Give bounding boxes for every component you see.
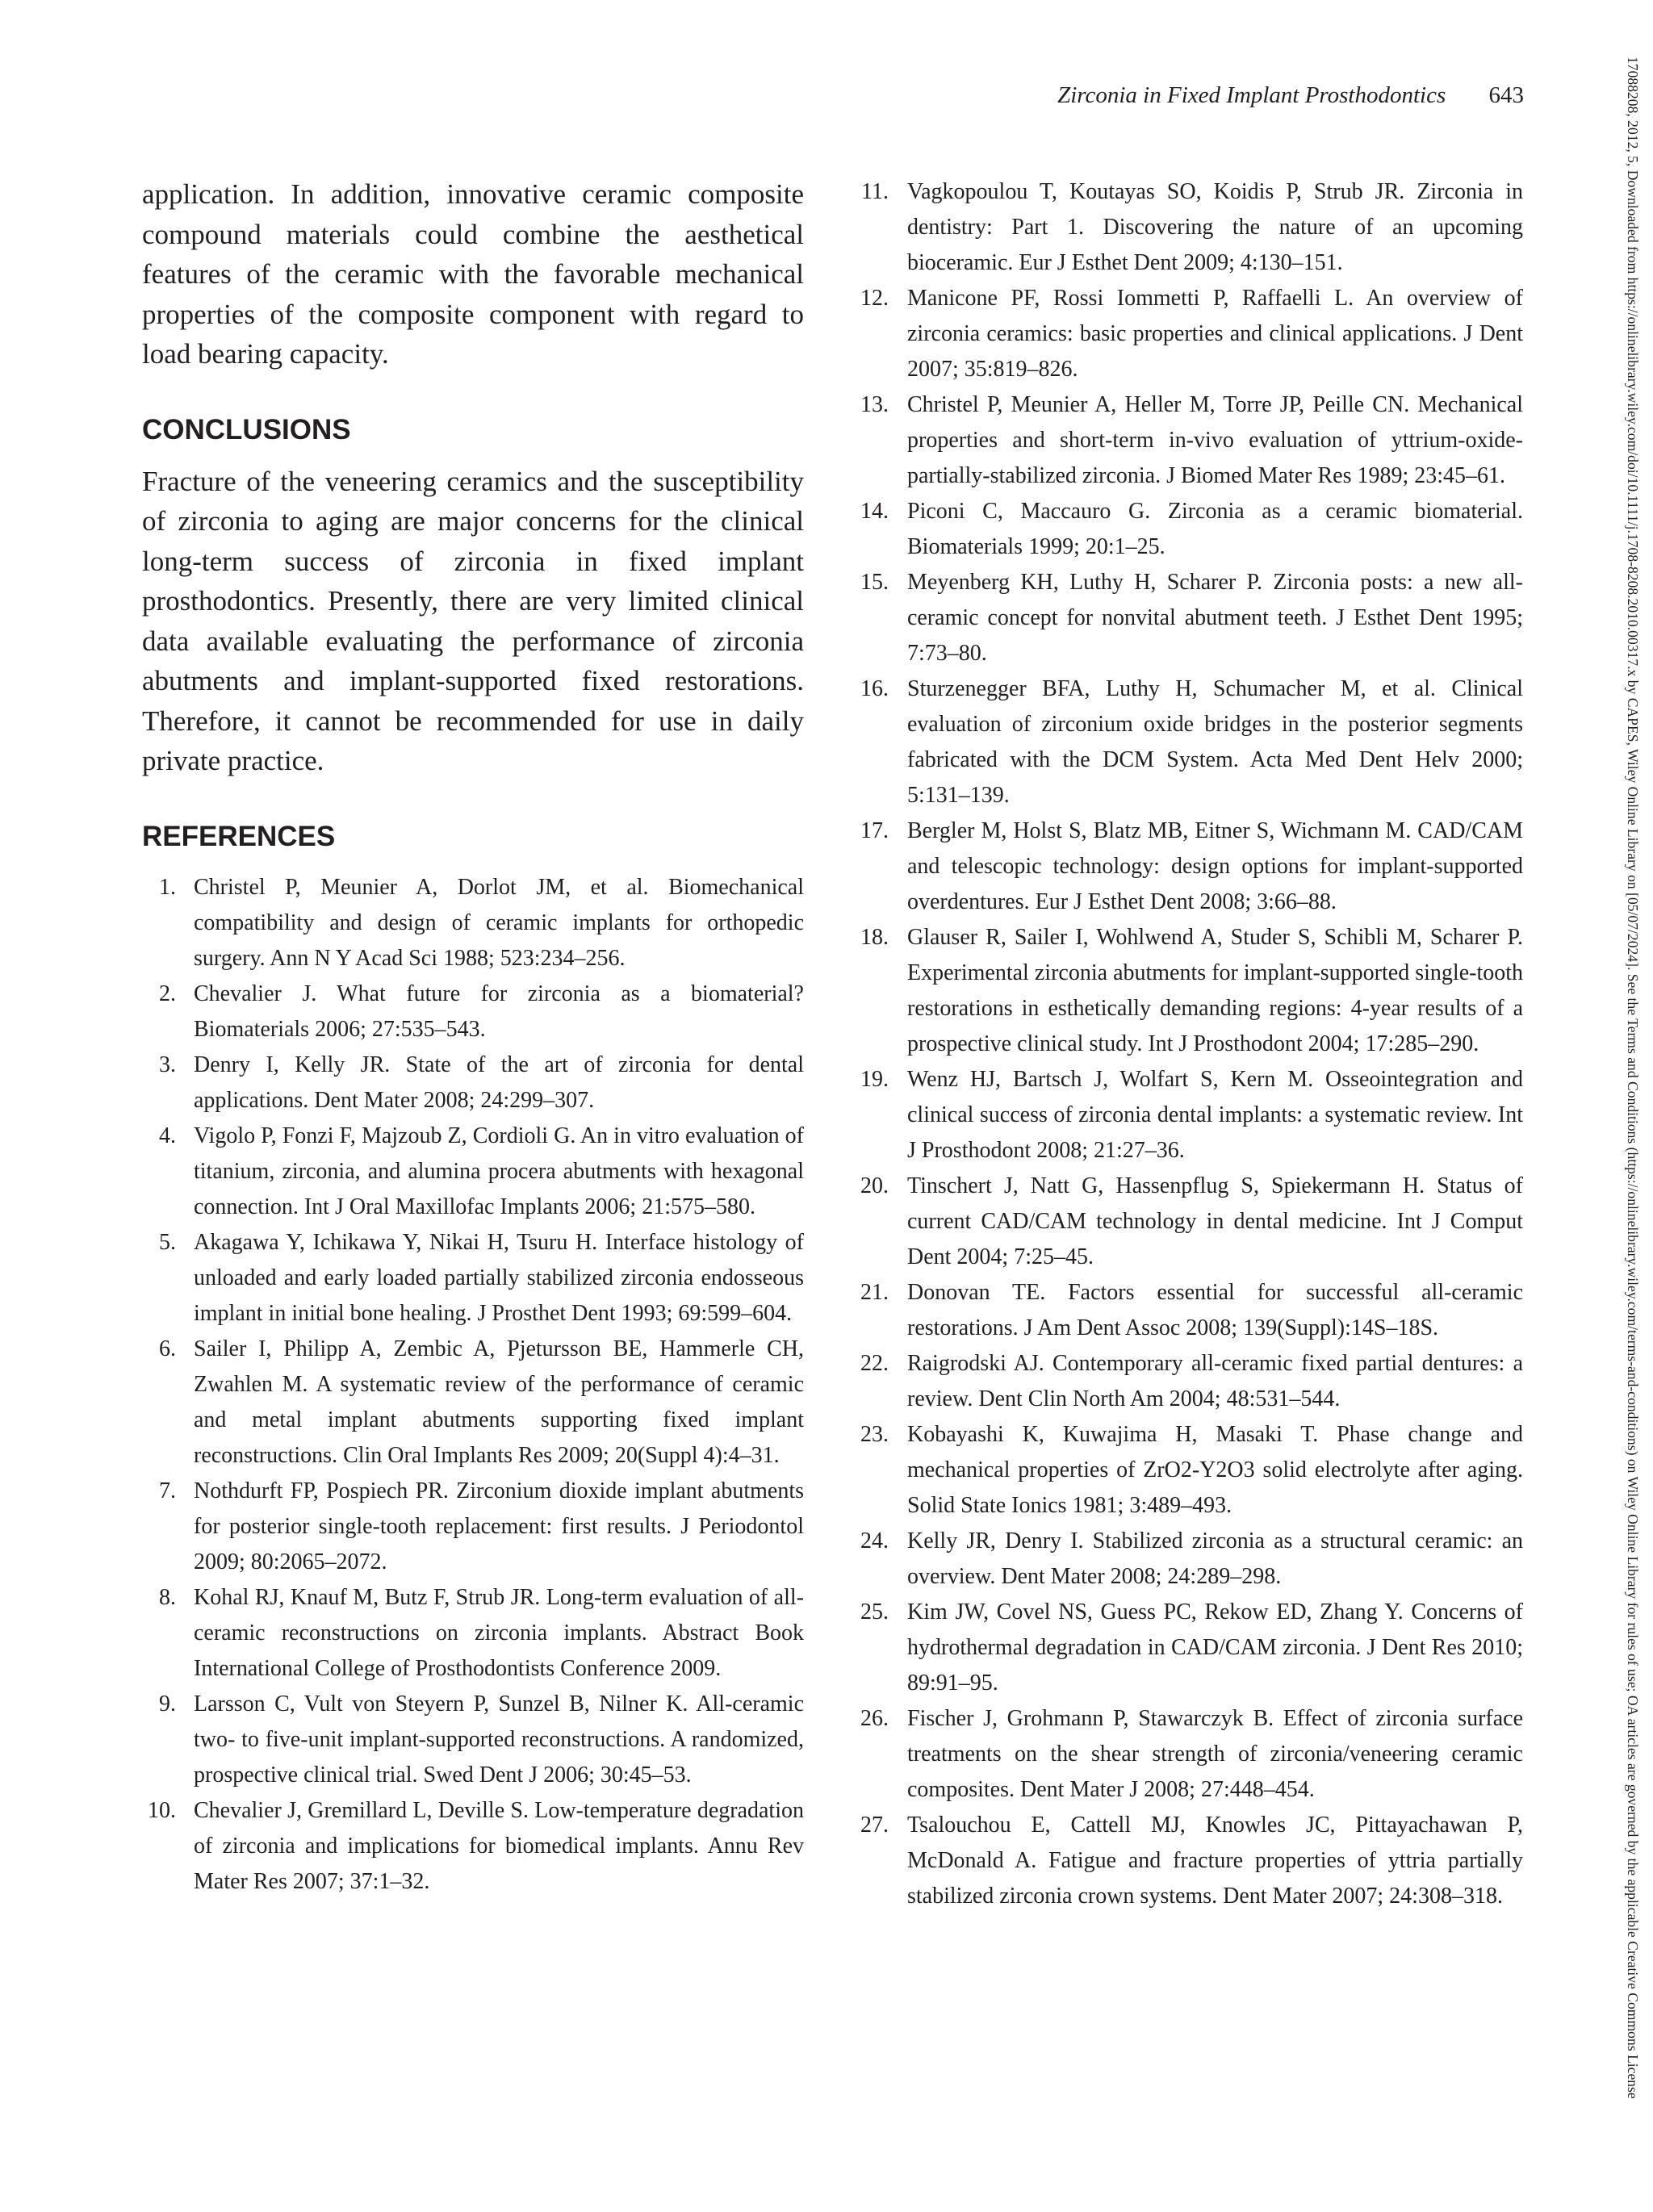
- reference-text: Manicone PF, Rossi Iommetti P, Raffaelli L. An overview of zirconia ceramics: basic properties and clinical applications. J Dent 2007; 35:819–826.: [907, 286, 1523, 382]
- reference-number: 14.: [860, 499, 889, 524]
- reference-item: [852, 387, 1523, 494]
- reference-item: [142, 976, 804, 1047]
- reference-number: 25.: [860, 1599, 889, 1625]
- reference-number: 4.: [159, 1123, 176, 1148]
- reference-text: Bergler M, Holst S, Blatz MB, Eitner S, Wichmann M. CAD/CAM and telescopic technology: design options for implant-supported overdentures. Eur J Esthet Dent 2008; 3:66–88.: [907, 818, 1523, 914]
- reference-text: Nothdurft FP, Pospiech PR. Zirconium dioxide implant abutments for posterior single-tooth replacement: first results. J Periodontol 2009; 80:2065–2072.: [194, 1478, 804, 1574]
- reference-text: Raigrodski AJ. Contemporary all-ceramic fixed partial dentures: a review. Dent Clin North Am 2004; 48:531–544.: [907, 1351, 1523, 1411]
- intro-paragraph: application. In addition, innovative ceramic composite compound materials could combine the aesthetical features of the ceramic with the favorable mechanical properties of the composite component with regard to load bearing capacity.: [142, 178, 804, 370]
- reference-item: [142, 1474, 804, 1580]
- reference-item: [142, 1687, 804, 1793]
- reference-text: Kobayashi K, Kuwajima H, Masaki T. Phase change and mechanical properties of ZrO2-Y2O3 solid electrolyte after aging. Solid State Ionics 1981; 3:489–493.: [907, 1422, 1523, 1518]
- reference-text: Larsson C, Vult von Steyern P, Sunzel B, Nilner K. All-ceramic two- to five-unit implant-supported reconstructions. A randomized, prospective clinical trial. Swed Dent J 2006; 30:45–53.: [194, 1691, 804, 1788]
- reference-item: [852, 1169, 1523, 1275]
- reference-number: 8.: [159, 1584, 176, 1610]
- reference-item: [142, 1580, 804, 1687]
- reference-number: 7.: [159, 1478, 176, 1503]
- reference-text: Tsalouchou E, Cattell MJ, Knowles JC, Pittayachawan P, McDonald A. Fatigue and fracture properties of yttria partially stabilized zirconia crown systems. Dent Mater 2007; 24:308–318.: [907, 1813, 1523, 1909]
- conclusions-paragraph: Fracture of the veneering ceramics and the susceptibility of zirconia to aging are major concerns for the clinical long-term success of zirconia in fixed implant prosthodontics. Presently, there are very limited clinical data available evaluating the performance of zirconia abutments and implant-supported fixed restorations. Therefore, it cannot be recommended for use in daily private practice.: [142, 465, 804, 776]
- reference-text: Fischer J, Grohmann P, Stawarczyk B. Effect of zirconia surface treatments on the shear strength of zirconia/veneering ceramic composites. Dent Mater J 2008; 27:448–454.: [907, 1706, 1523, 1802]
- reference-text: Christel P, Meunier A, Heller M, Torre JP, Peille CN. Mechanical properties and short-term in-vivo evaluation of yttrium-oxide-partially-stabilized zirconia. J Biomed Mater Res 1989; 23:45–61.: [907, 392, 1523, 488]
- reference-item: [852, 281, 1523, 387]
- reference-number: 11.: [861, 179, 889, 204]
- reference-text: Piconi C, Maccauro G. Zirconia as a ceramic biomaterial. Biomaterials 1999; 20:1–25.: [907, 499, 1523, 559]
- reference-item: [852, 671, 1523, 813]
- reference-number: 16.: [860, 676, 889, 701]
- reference-number: 5.: [159, 1229, 176, 1255]
- page-number: 643: [1488, 82, 1524, 108]
- reference-item: [142, 870, 804, 976]
- reference-item: [852, 1808, 1523, 1914]
- reference-item: [852, 1524, 1523, 1595]
- reference-text: Donovan TE. Factors essential for successful all-ceramic restorations. J Am Dent Assoc 2008; 139(Suppl):14S–18S.: [907, 1280, 1523, 1340]
- reference-text: Kohal RJ, Knauf M, Butz F, Strub JR. Long-term evaluation of all-ceramic reconstructions on zirconia implants. Abstract Book International College of Prosthodontists Conference 2009.: [194, 1584, 804, 1681]
- reference-item: [852, 1417, 1523, 1524]
- reference-number: 9.: [159, 1691, 176, 1716]
- reference-number: 26.: [860, 1706, 889, 1731]
- reference-text: Wenz HJ, Bartsch J, Wolfart S, Kern M. Osseointegration and clinical success of zirconia dental implants: a systematic review. Int J Prosthodont 2008; 21:27–36.: [907, 1067, 1523, 1163]
- reference-text: Meyenberg KH, Luthy H, Scharer P. Zirconia posts: a new all-ceramic concept for nonvital abutment teeth. J Esthet Dent 1995; 7:73–80.: [907, 570, 1523, 666]
- reference-number: 21.: [860, 1280, 889, 1305]
- conclusions-heading: CONCLUSIONS: [142, 413, 351, 445]
- reference-item: [852, 565, 1523, 671]
- reference-text: Vagkopoulou T, Koutayas SO, Koidis P, Strub JR. Zirconia in dentistry: Part 1. Discovering the nature of an upcoming bioceramic. Eur J Esthet Dent 2009; 4:130–151.: [907, 179, 1523, 275]
- reference-item: [852, 920, 1523, 1062]
- reference-text: Chevalier J, Gremillard L, Deville S. Low-temperature degradation of zirconia and implications for biomedical implants. Annu Rev Mater Res 2007; 37:1–32.: [194, 1797, 804, 1894]
- reference-text: Sturzenegger BFA, Luthy H, Schumacher M, et al. Clinical evaluation of zirconium oxide bridges in the posterior segments fabricated with the DCM System. Acta Med Dent Helv 2000; 5:131–139.: [907, 676, 1523, 808]
- reference-number: 3.: [159, 1052, 176, 1077]
- references-heading: REFERENCES: [142, 820, 336, 852]
- reference-number: 27.: [860, 1813, 889, 1838]
- reference-number: 6.: [159, 1336, 176, 1361]
- reference-item: [142, 1047, 804, 1119]
- reference-text: Sailer I, Philipp A, Zembic A, Pjetursson BE, Hammerle CH, Zwahlen M. A systematic review of the performance of ceramic and metal implant abutments supporting fixed implant reconstructions. Clin Oral Implants Res 2009; 20(Suppl 4):4–31.: [194, 1336, 804, 1468]
- reference-number: 23.: [860, 1422, 889, 1447]
- reference-number: 22.: [860, 1351, 889, 1376]
- reference-text: Akagawa Y, Ichikawa Y, Nikai H, Tsuru H. Interface histology of unloaded and early loaded partially stabilized zirconia endosseous implant in initial bone healing. J Prosthet Dent 1993; 69:599–604.: [194, 1229, 804, 1326]
- download-license-notice: [1625, 56, 1641, 2155]
- reference-number: 19.: [860, 1067, 889, 1092]
- reference-list-left: [142, 870, 804, 1900]
- reference-number: 12.: [860, 286, 889, 311]
- reference-text: Glauser R, Sailer I, Wohlwend A, Studer S, Schibli M, Scharer P. Experimental zirconia abutments for implant-supported single-tooth restorations in esthetically demanding regions: 4-year results of a prospective clinical study. Int J Prosthodont 2004; 17:285–290.: [907, 925, 1523, 1056]
- reference-item: [852, 813, 1523, 920]
- reference-text: Tinschert J, Natt G, Hassenpflug S, Spiekermann H. Status of current CAD/CAM technology in dental medicine. Int J Comput Dent 2004; 7:25–45.: [907, 1173, 1523, 1269]
- reference-text: Kim JW, Covel NS, Guess PC, Rekow ED, Zhang Y. Concerns of hydrothermal degradation in CAD/CAM zirconia. J Dent Res 2010; 89:91–95.: [907, 1599, 1523, 1696]
- reference-item: [852, 494, 1523, 565]
- reference-number: 2.: [159, 981, 176, 1006]
- reference-item: [142, 1119, 804, 1225]
- reference-number: 10.: [148, 1797, 176, 1823]
- reference-text: Denry I, Kelly JR. State of the art of zirconia for dental applications. Dent Mater 2008; 24:299–307.: [194, 1052, 804, 1113]
- reference-number: 13.: [860, 392, 889, 417]
- reference-text: Christel P, Meunier A, Dorlot JM, et al. Biomechanical compatibility and design of ceramic implants for orthopedic surgery. Ann N Y Acad Sci 1988; 523:234–256.: [194, 874, 804, 971]
- reference-item: [142, 1225, 804, 1332]
- reference-item: [852, 1595, 1523, 1701]
- reference-number: 17.: [860, 818, 889, 843]
- reference-item: [852, 1701, 1523, 1808]
- reference-text: Kelly JR, Denry I. Stabilized zirconia as a structural ceramic: an overview. Dent Mater 2008; 24:289–298.: [907, 1528, 1523, 1589]
- reference-text: Chevalier J. What future for zirconia as a biomaterial? Biomaterials 2006; 27:535–543.: [194, 981, 804, 1042]
- reference-item: [852, 1275, 1523, 1346]
- reference-number: 1.: [159, 874, 176, 900]
- download-license-text: 17088208, 2012, 5, Downloaded from https://onlinelibrary.wiley.com/doi/10.1111/j.1708-8208.2010.00317.x by CAPES, Wiley Online Library on [05/07/2024]. See the Terms and Conditions (https://onlinelibrary.wiley.com/terms-and-conditions) on Wiley Online Library for rules of use; OA articles are governed by the applicable Creative Commons License: [1625, 56, 1641, 2099]
- reference-item: [852, 1346, 1523, 1417]
- running-title: Zirconia in Fixed Implant Prosthodontics: [1057, 82, 1446, 108]
- reference-number: 20.: [860, 1173, 889, 1198]
- left-column: [142, 174, 804, 1900]
- reference-text: Vigolo P, Fonzi F, Majzoub Z, Cordioli G. An in vitro evaluation of titanium, zirconia, and alumina procera abutments with hexagonal connection. Int J Oral Maxillofac Implants 2006; 21:575–580.: [194, 1123, 804, 1219]
- reference-item: [142, 1793, 804, 1900]
- reference-number: 24.: [860, 1528, 889, 1553]
- reference-item: [852, 1062, 1523, 1169]
- reference-item: [142, 1332, 804, 1474]
- reference-item: [852, 174, 1523, 281]
- reference-list-right: [852, 174, 1523, 1914]
- running-head: [1057, 84, 1524, 107]
- right-column: [852, 174, 1523, 1914]
- reference-number: 18.: [860, 925, 889, 950]
- reference-number: 15.: [860, 570, 889, 595]
